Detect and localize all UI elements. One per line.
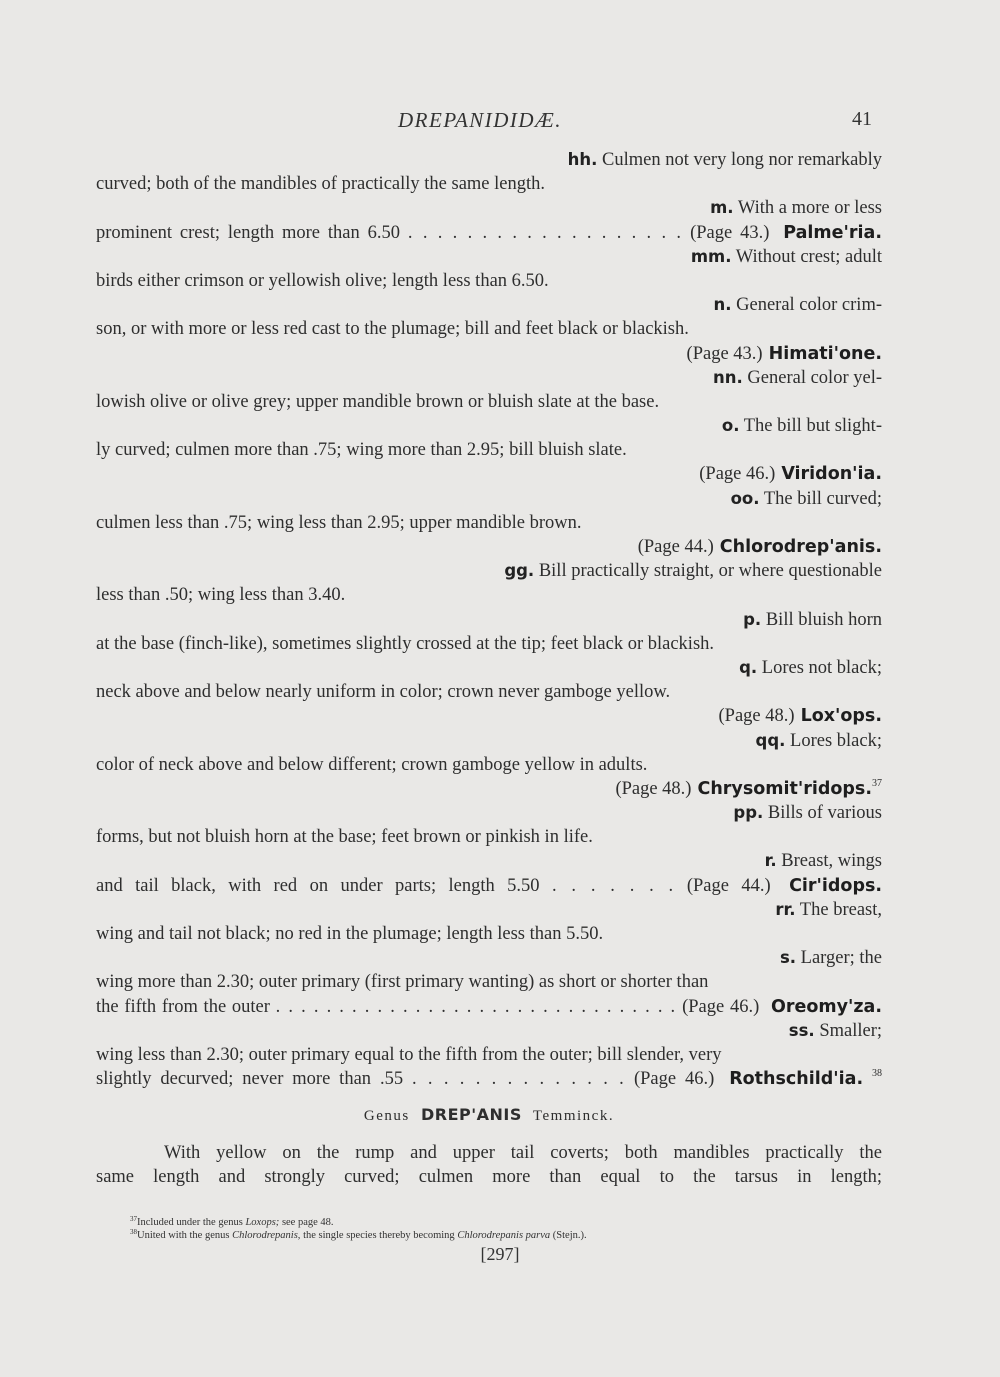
key-line <box>96 970 882 994</box>
key-lines <box>96 148 882 1091</box>
key-line <box>96 196 882 220</box>
key-text-span: and tail black, with red on under parts; length 5.50 <box>96 875 540 896</box>
footnote-text: Included under the genus <box>137 1217 246 1228</box>
key-line <box>96 366 882 390</box>
genus-author: Temminck. <box>532 1108 615 1125</box>
key-line <box>96 245 882 269</box>
key-letter: r. <box>764 851 777 871</box>
key-text-span: (Page 43.) <box>686 343 763 364</box>
leader-dots: . . . . . . . . . . . . . . . . . . . <box>407 222 683 243</box>
key-line <box>96 172 882 196</box>
key-line <box>96 269 882 293</box>
key-text-span: The bill curved; <box>759 488 882 509</box>
key-line <box>96 825 882 849</box>
genus-heading <box>96 1103 882 1128</box>
key-line <box>96 632 882 656</box>
footnote-italic: Chlorodrepanis, <box>232 1230 301 1241</box>
key-line <box>96 849 882 873</box>
key-line <box>96 414 882 438</box>
key-line <box>96 317 882 341</box>
key-letter: s. <box>779 948 797 968</box>
key-line <box>96 608 882 632</box>
key-text-span: (Page 46.) <box>682 996 760 1017</box>
key-text-span: culmen less than .75; wing less than 2.95; upper mandible brown. <box>96 512 582 533</box>
key-letter: qq. <box>755 730 786 750</box>
footnote-text: (Stejn.). <box>550 1230 587 1241</box>
key-text-span: ly curved; culmen more than .75; wing more than 2.95; bill bluish slate. <box>96 440 627 461</box>
key-text-span: (Page 48.) <box>615 778 692 799</box>
key-text-span: With a more or less <box>733 198 882 219</box>
key-letter: q. <box>739 657 758 677</box>
key-text-span: lowish olive or olive grey; upper mandible brown or bluish slate at the base. <box>96 391 660 412</box>
key-text-span: neck above and below nearly uniform in color; crown never gamboge yellow. <box>96 682 671 703</box>
signature-mark: [297] <box>480 1244 520 1264</box>
key-line <box>96 777 882 801</box>
key-line <box>96 487 882 511</box>
key-letter: m. <box>710 198 734 218</box>
key-line <box>96 729 882 753</box>
key-line <box>96 995 882 1019</box>
footnotes <box>130 1216 890 1242</box>
key-line <box>96 462 882 486</box>
genus-prefix: Genus <box>363 1108 410 1125</box>
genus-name: Palme'ria. <box>783 222 882 243</box>
running-title: DREPANIDIDÆ. <box>398 108 563 132</box>
key-letter: n. <box>713 295 732 315</box>
paragraph-line: same length and strongly curved; culmen more than equal to the tarsus in length; <box>96 1166 882 1187</box>
genus-name: Himati'one. <box>768 343 882 364</box>
genus-name: Oreomy'za. <box>770 996 882 1017</box>
key-line <box>96 1043 882 1067</box>
key-line <box>96 680 882 704</box>
footnote-ref: 38 <box>872 1068 883 1080</box>
paragraph-line: With yellow on the rump and upper tail coverts; both mandibles practically the <box>164 1142 882 1163</box>
key-text-span: Bill bluish horn <box>761 609 882 630</box>
key-letter: p. <box>743 609 762 629</box>
key-text-span: son, or with more or less red cast to the plumage; bill and feet black or blackish. <box>96 319 689 340</box>
key-text-span: (Page 46.) <box>699 464 776 485</box>
key-line <box>96 874 882 898</box>
genus-name: Rothschild'ia. <box>729 1069 864 1090</box>
footnote-text: see page 48. <box>279 1217 334 1228</box>
key-letter: o. <box>721 416 740 436</box>
footnote-italic: Loxops; <box>245 1217 280 1228</box>
key-line <box>96 1019 882 1043</box>
key-line <box>96 535 882 559</box>
footnote <box>130 1216 890 1229</box>
running-head <box>0 108 1000 136</box>
key-text-span: forms, but not bluish horn at the base; feet brown or pinkish in life. <box>96 827 593 848</box>
key-text-span: birds either crimson or yellowish olive; length less than 6.50. <box>96 270 549 291</box>
key-text-span: Lores not black; <box>757 657 882 678</box>
key-text-span: color of neck above and below different; crown gamboge yellow in adults. <box>96 754 648 775</box>
key-letter: hh. <box>567 150 598 169</box>
key-text-span: Larger; the <box>796 948 882 969</box>
key-line <box>96 898 882 922</box>
footnote-number: 37 <box>130 1215 137 1223</box>
key-text-span: The bill but slight- <box>739 416 882 437</box>
key-line <box>96 221 882 245</box>
genus-name: Cir'idops. <box>789 875 883 896</box>
leader-dots: . . . . . . . <box>551 875 675 896</box>
key-text-span: Bills of various <box>763 803 882 824</box>
key-text-span: wing and tail not black; no red in the plumage; length less than 5.50. <box>96 924 604 944</box>
footnote-text: United with the genus <box>137 1230 233 1241</box>
key-line <box>96 148 882 172</box>
genus-name: Viridon'ia. <box>781 464 882 485</box>
key-text-span: wing more than 2.30; outer primary (first primary wanting) as short or shorter than <box>96 972 709 993</box>
key-text-span: Breast, wings <box>776 851 882 872</box>
key-line <box>96 1067 882 1091</box>
key-text-span: (Page 44.) <box>637 537 714 557</box>
key-text-span: Lores black; <box>785 730 882 751</box>
key-line <box>96 753 882 777</box>
key-letter: pp. <box>733 803 764 823</box>
key-line <box>96 390 882 414</box>
key-line <box>96 293 882 317</box>
key-text-span: Smaller; <box>814 1020 882 1041</box>
key-line <box>96 583 882 607</box>
key-text-span: (Page 48.) <box>718 706 795 727</box>
key-text-span: at the base (finch-like), sometimes slightly crossed at the tip; feet black or blackish. <box>96 633 715 654</box>
key-text-span: General color crim- <box>731 295 882 316</box>
leader-dots: . . . . . . . . . . . . . . <box>412 1069 626 1090</box>
key-letter: rr. <box>775 899 796 919</box>
key-letter: nn. <box>713 367 743 387</box>
key-text-span: slightly decurved; never more than .55 <box>96 1069 404 1090</box>
key-letter: ss. <box>788 1020 815 1040</box>
key-line <box>96 511 882 535</box>
genus-name: Chrysomit'ridops. <box>697 778 872 799</box>
key-text-span: (Page 43.) <box>690 222 770 243</box>
key-text-span: Bill practically straight, or where questionable <box>534 561 882 582</box>
key-line <box>96 342 882 366</box>
key-line <box>96 704 882 728</box>
footnote <box>130 1229 890 1242</box>
leader-dots: . . . . . . . . . . . . . . . . . . . . . . . . . . . . . . . . <box>275 996 677 1017</box>
key-text-span: less than .50; wing less than 3.40. <box>96 585 346 606</box>
footnote-italic: Chlorodrepanis parva <box>457 1230 551 1241</box>
key-text-span: the fifth from the outer <box>96 996 270 1017</box>
key-text-span: General color yel- <box>742 367 882 388</box>
key-letter: gg. <box>504 561 535 581</box>
key-line <box>96 801 882 825</box>
key-text-span: wing less than 2.30; outer primary equal to the fifth from the outer; bill slender, very <box>96 1044 722 1065</box>
key-line <box>96 922 882 946</box>
key-text-span: (Page 46.) <box>633 1069 715 1090</box>
key-text-span: (Page 44.) <box>686 875 771 896</box>
key-letter: oo. <box>730 488 760 508</box>
key-text-span: The breast, <box>795 899 882 920</box>
footnote-number: 38 <box>130 1228 137 1236</box>
key-line <box>96 559 882 583</box>
footnote-ref: 37 <box>872 777 882 789</box>
genus-name: DREP'ANIS <box>421 1105 522 1125</box>
key-line <box>96 656 882 680</box>
key-text-span: Culmen not very long nor remarkably <box>597 150 882 170</box>
key-line <box>96 946 882 970</box>
key-line <box>96 438 882 462</box>
key-text <box>96 148 882 1189</box>
key-letter: mm. <box>690 246 732 266</box>
footnote-text: the single species thereby becoming <box>300 1230 458 1241</box>
page-number: 41 <box>852 108 872 130</box>
genus-paragraph <box>96 1141 882 1189</box>
key-text-span: Without crest; adult <box>731 246 882 267</box>
genus-name: Chlorodrep'anis. <box>719 537 882 557</box>
key-text-span: prominent crest; length more than 6.50 <box>96 222 401 243</box>
genus-name: Lox'ops. <box>800 706 882 727</box>
key-text-span: curved; both of the mandibles of practically the same length. <box>96 174 545 195</box>
